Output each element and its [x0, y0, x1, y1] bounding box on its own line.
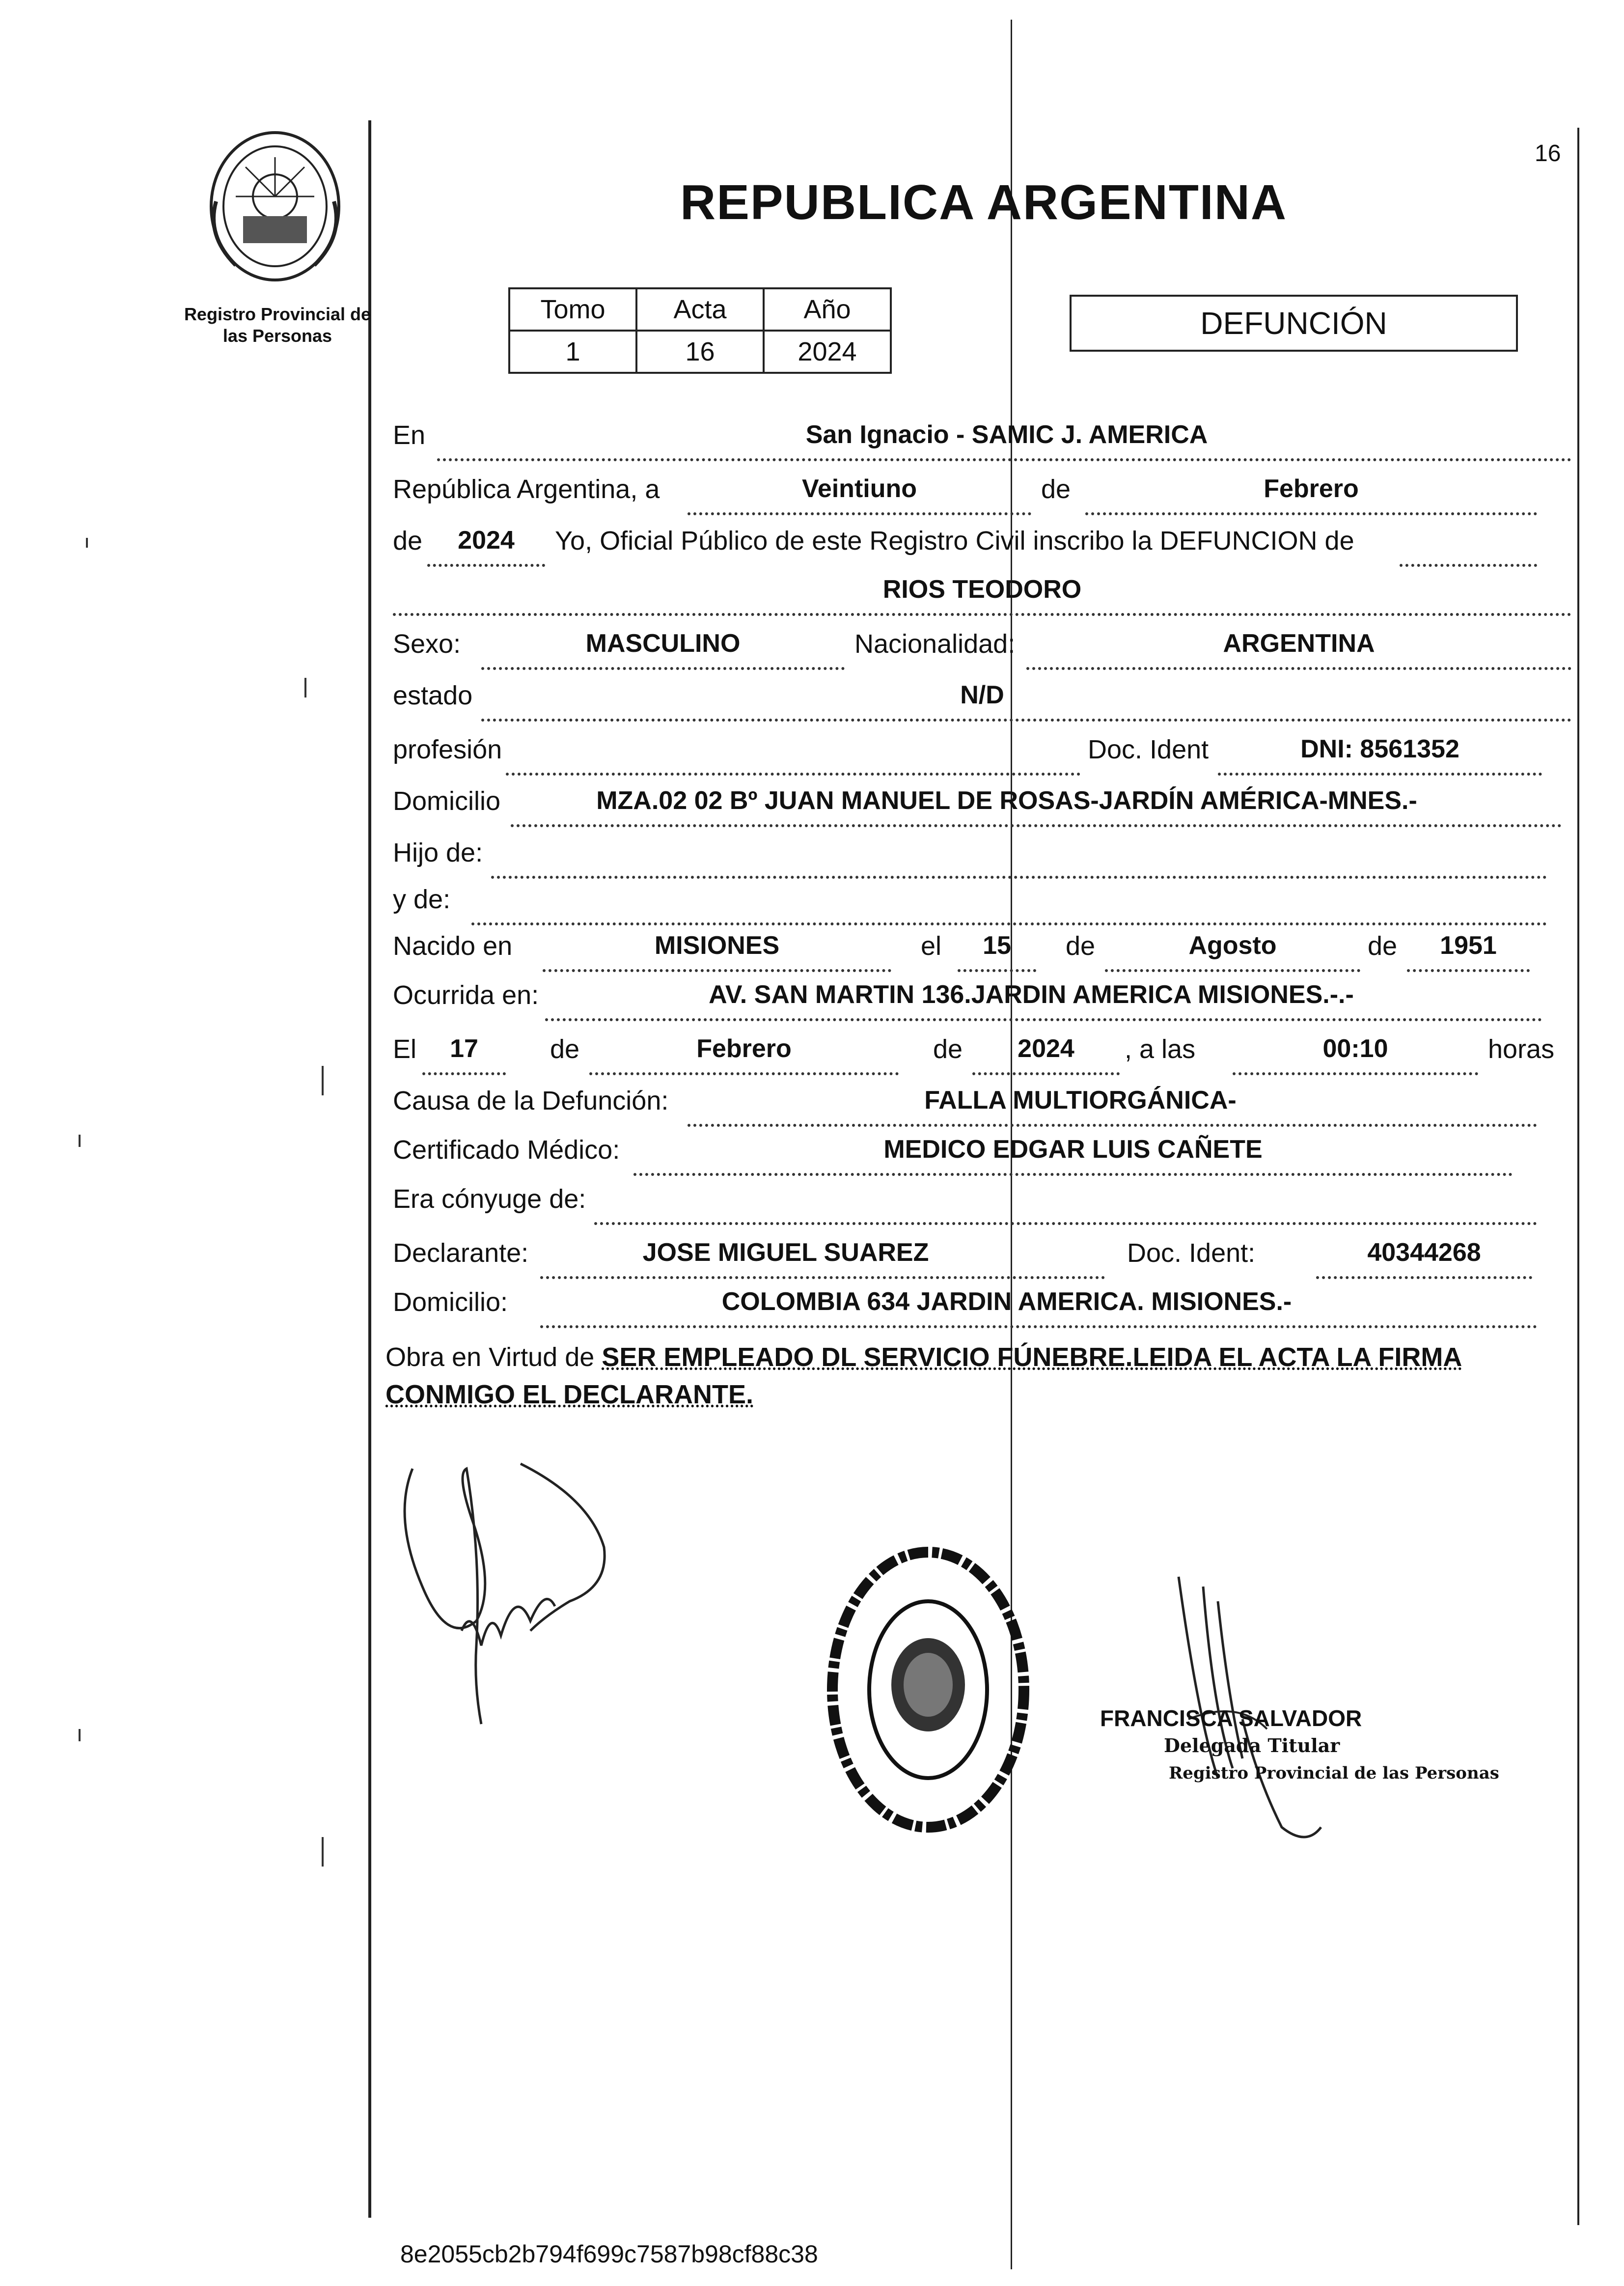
- domicilio-label: Domicilio: [393, 786, 501, 816]
- dotted-line: [594, 1222, 1537, 1225]
- dotted-line: [1316, 1276, 1532, 1279]
- row-anio-inscribo: [393, 526, 1574, 575]
- dotted-line: [972, 1072, 1120, 1075]
- row-fecha-inscripcion: [393, 474, 1574, 523]
- dotted-line: [1026, 667, 1571, 670]
- obra-label: Obra en Virtud de: [385, 1342, 595, 1372]
- dotted-line: [958, 969, 1036, 972]
- row-hijo-de: [393, 837, 1574, 887]
- nacido-en-label: Nacido en: [393, 931, 513, 961]
- de-label: de: [1066, 931, 1096, 961]
- dotted-line: [1085, 512, 1537, 515]
- hospital-stamp: [825, 1542, 1031, 1837]
- el-label: El: [393, 1034, 417, 1064]
- anio-value: 2024: [458, 526, 515, 555]
- row-certificado: [393, 1135, 1574, 1184]
- acta-value: 16: [636, 331, 764, 373]
- ocurrida-en-label: Ocurrida en:: [393, 980, 539, 1010]
- nacionalidad-value: ARGENTINA: [1223, 629, 1375, 658]
- tomo-acta-anio-table: [508, 287, 892, 374]
- hijo-de-label: Hijo de:: [393, 838, 483, 867]
- document-type-box: DEFUNCIÓN: [1070, 295, 1518, 352]
- row-estado: [393, 680, 1574, 729]
- row-nacimiento: [393, 931, 1574, 980]
- dotted-line: [427, 564, 545, 567]
- dotted-line: [1400, 564, 1537, 567]
- dotted-line: [491, 876, 1547, 879]
- doc-ident-value: DNI: 8561352: [1300, 735, 1459, 763]
- domicilio-declarante-value: COLOMBIA 634 JARDIN AMERICA. MISIONES.-: [721, 1287, 1292, 1316]
- declarante-signature: [383, 1459, 619, 1734]
- document-title: REPUBLICA ARGENTINA: [680, 175, 1288, 230]
- conyuge-label: Era cónyuge de:: [393, 1184, 586, 1214]
- de-label: de: [1041, 474, 1071, 504]
- declarante-doc-value: 40344268: [1367, 1238, 1481, 1267]
- table-header-row: [509, 288, 891, 331]
- defuncion-anio: 2024: [1018, 1034, 1074, 1063]
- defuncion-hora: 00:10: [1322, 1034, 1388, 1063]
- domicilio-value: MZA.02 02 Bº JUAN MANUEL DE ROSAS-JARDÍN AMÉRICA-MNES.-: [596, 786, 1417, 815]
- dia-letras-value: Veintiuno: [802, 474, 917, 503]
- dotted-line: [589, 1072, 899, 1075]
- dotted-line: [688, 512, 1031, 515]
- registro-provincial-caption: [162, 304, 393, 347]
- table-value-row: [509, 331, 891, 373]
- sexo-value: MASCULINO: [585, 629, 741, 658]
- dotted-line: [1105, 969, 1360, 972]
- declarante-value: JOSE MIGUEL SUAREZ: [642, 1238, 929, 1267]
- nombre-fallecido: RIOS TEODORO: [882, 575, 1082, 604]
- registro-line-1: Registro Provincial de: [184, 304, 371, 324]
- nacionalidad-label: Nacionalidad:: [854, 629, 1016, 659]
- sexo-label: Sexo:: [393, 629, 461, 659]
- defuncion-mes: Febrero: [696, 1034, 792, 1063]
- de-label: de: [933, 1034, 963, 1064]
- dotted-line: [471, 922, 1547, 925]
- profesion-label: profesión: [393, 735, 502, 764]
- en-label: En: [393, 420, 426, 450]
- dotted-line: [543, 969, 891, 972]
- dotted-line: [688, 1124, 1537, 1127]
- dotted-line: [393, 613, 1571, 616]
- y-de-label: y de:: [393, 885, 451, 914]
- scan-mark: [322, 1066, 324, 1095]
- row-en: [393, 420, 1574, 469]
- scan-mark: [79, 1729, 81, 1741]
- scan-mark: [322, 1837, 324, 1867]
- causa-label: Causa de la Defunción:: [393, 1086, 669, 1115]
- official-role: Delegada Titular: [1164, 1734, 1340, 1756]
- horas-label: horas: [1488, 1034, 1555, 1064]
- tomo-header: Tomo: [509, 288, 636, 331]
- dotted-line: [511, 824, 1562, 827]
- row-domicilio: [393, 786, 1574, 835]
- estado-value: N/D: [960, 681, 1004, 709]
- official-office: Registro Provincial de las Personas: [1169, 1763, 1499, 1783]
- dotted-line: [481, 719, 1571, 722]
- dotted-line: [545, 1018, 1542, 1021]
- right-margin-rule: [1577, 128, 1579, 2225]
- row-sexo-nacionalidad: [393, 629, 1574, 678]
- causa-value: FALLA MULTIORGÁNICA-: [924, 1086, 1237, 1115]
- el-label: el: [921, 931, 942, 961]
- dotted-line: [540, 1325, 1537, 1328]
- obra-value: SER EMPLEADO DL SERVICIO FÚNEBRE.LEIDA EL ACTA LA FIRMA CONMIGO EL DECLARANTE.: [385, 1342, 1462, 1409]
- ocurrida-en-value: AV. SAN MARTIN 136.JARDIN AMERICA MISIONES.-.-: [709, 980, 1354, 1009]
- inscribo-text: Yo, Oficial Público de este Registro Civil inscribo la DEFUNCION de: [555, 526, 1354, 556]
- dotted-line: [481, 667, 845, 670]
- document-hash: 8e2055cb2b794f699c7587b98cf88c38: [400, 2240, 818, 2268]
- row-nombre: [393, 575, 1574, 624]
- tomo-value: 1: [509, 331, 636, 373]
- dotted-line: [506, 773, 1080, 776]
- scan-mark: [304, 678, 306, 697]
- row-conyuge: [393, 1184, 1574, 1233]
- nacimiento-mes: Agosto: [1188, 931, 1277, 960]
- left-margin-rule: [368, 120, 371, 2218]
- nacido-en-value: MISIONES: [654, 931, 780, 960]
- de-label: de: [1368, 931, 1398, 961]
- row-domicilio-declarante: [393, 1287, 1574, 1336]
- dotted-line: [633, 1173, 1513, 1176]
- seal-icon: [196, 128, 354, 285]
- dotted-line: [1218, 773, 1542, 776]
- provincia-misiones-seal: [196, 128, 354, 285]
- registro-line-2: las Personas: [222, 326, 332, 346]
- dotted-line: [1407, 969, 1530, 972]
- row-causa: [393, 1086, 1574, 1135]
- estado-label: estado: [393, 681, 473, 710]
- anio-value: 2024: [764, 331, 891, 373]
- row-declarante: [393, 1238, 1574, 1287]
- row-y-de: [393, 884, 1574, 933]
- domicilio-declarante-label: Domicilio:: [393, 1287, 508, 1317]
- row-fecha-defuncion: [393, 1034, 1574, 1083]
- dotted-line: [422, 1072, 506, 1075]
- republica-label: República Argentina, a: [393, 474, 660, 504]
- anio-header: Año: [764, 288, 891, 331]
- en-value: San Ignacio - SAMIC J. AMERICA: [805, 420, 1208, 449]
- certificado-label: Certificado Médico:: [393, 1135, 620, 1165]
- de-label: de: [393, 526, 423, 556]
- row-ocurrida-en: [393, 980, 1574, 1029]
- defuncion-dia: 17: [450, 1034, 478, 1063]
- row-profesion-doc: [393, 734, 1574, 783]
- doc-ident-label: Doc. Ident: [1088, 735, 1209, 764]
- official-name: FRANCISCA SALVADOR: [1100, 1705, 1362, 1731]
- scan-mark: [86, 538, 88, 548]
- certificado-value: MEDICO EDGAR LUIS CAÑETE: [883, 1135, 1263, 1164]
- page-number: 16: [1535, 140, 1561, 167]
- dotted-line: [540, 1276, 1105, 1279]
- obra-en-virtud: [385, 1338, 1564, 1413]
- nacimiento-dia: 15: [983, 931, 1011, 960]
- de-label: de: [550, 1034, 580, 1064]
- acta-header: Acta: [636, 288, 764, 331]
- dotted-line: [1233, 1072, 1478, 1075]
- declarante-label: Declarante:: [393, 1238, 529, 1268]
- official-block: [1100, 1704, 1499, 1787]
- nacimiento-anio: 1951: [1440, 931, 1497, 960]
- mes-value: Febrero: [1264, 474, 1359, 503]
- doc-ident-label: Doc. Ident:: [1127, 1238, 1256, 1268]
- a-las-label: , a las: [1125, 1034, 1196, 1064]
- dotted-line: [437, 458, 1571, 461]
- scan-mark: [79, 1135, 81, 1147]
